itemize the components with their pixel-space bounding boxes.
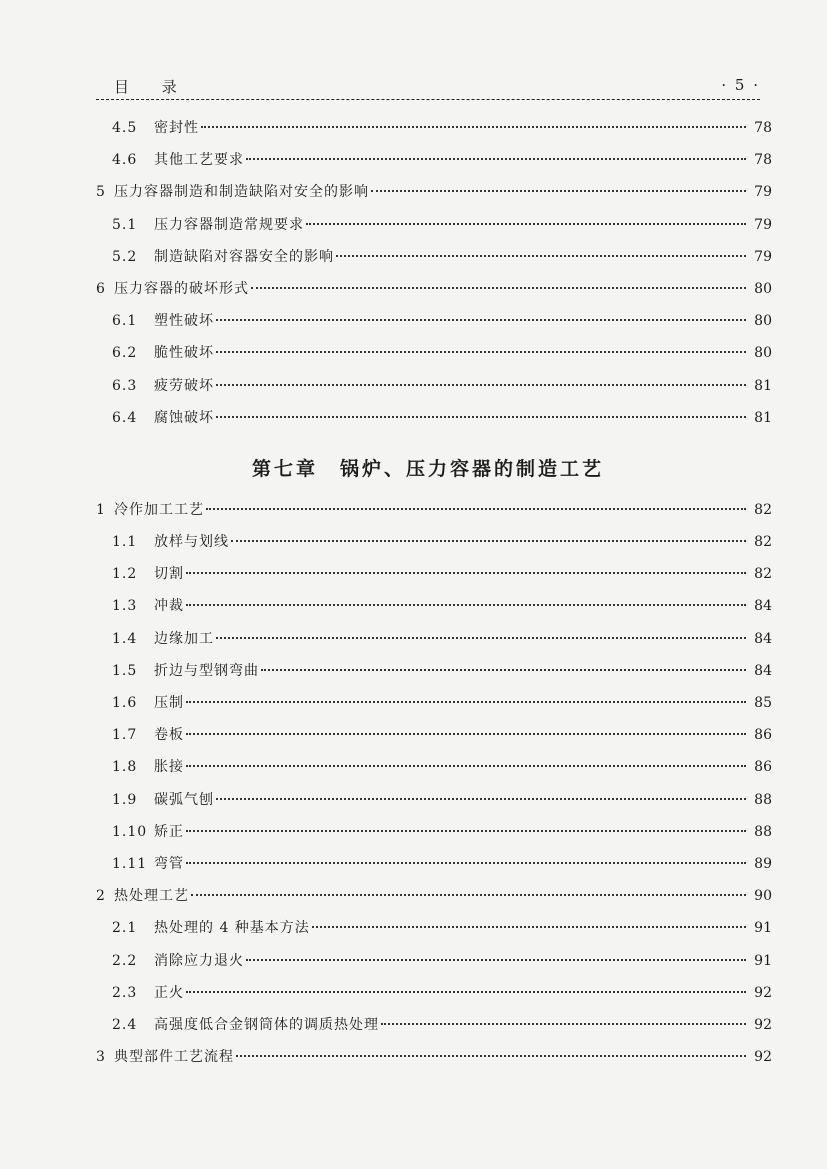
toc-entry[interactable] [96, 407, 772, 439]
toc-entry[interactable] [96, 756, 772, 788]
leader-dots [216, 384, 746, 386]
leader-dots [231, 540, 746, 542]
toc-entry-page: 86 [754, 759, 772, 776]
toc-entry-title: 压力容器的破坏形式 [114, 280, 249, 297]
toc-entry-number: 4.5 [112, 120, 138, 136]
leader-dots [306, 223, 746, 225]
toc-entry-page: 78 [754, 152, 772, 169]
running-header [96, 72, 760, 102]
toc-entry-title: 压制 [154, 695, 184, 711]
toc-entry-number: 1.9 [112, 791, 138, 808]
leader-dots [216, 319, 746, 321]
toc-entry-title: 弯管 [154, 855, 184, 872]
leader-dots [246, 158, 746, 160]
leader-dots [261, 669, 746, 671]
leader-dots [186, 765, 746, 767]
leader-dots [186, 604, 746, 606]
leader-dots [206, 508, 746, 510]
leader-dots [201, 126, 746, 128]
leader-dots [216, 798, 746, 800]
toc-entry-number: 2.4 [112, 1016, 138, 1033]
toc-entry[interactable] [96, 660, 772, 692]
toc-entry[interactable] [96, 724, 772, 756]
toc-entry[interactable] [96, 563, 772, 595]
toc-entry-page: 92 [754, 984, 772, 1001]
toc-entry[interactable] [96, 1014, 772, 1046]
toc-entry-page: 78 [754, 120, 772, 136]
toc-entry-page: 84 [754, 662, 772, 679]
toc-entry-page: 84 [754, 630, 772, 647]
toc-entry[interactable] [96, 692, 772, 724]
leader-dots [186, 701, 746, 703]
toc-entry[interactable] [96, 214, 772, 246]
toc-entry[interactable] [96, 499, 772, 531]
toc-entry[interactable] [96, 181, 772, 213]
toc-entry[interactable] [96, 821, 772, 853]
leader-dots [246, 959, 746, 961]
toc-entry[interactable] [96, 789, 772, 821]
leader-dots [312, 926, 746, 928]
toc-entry-number: 5.1 [112, 216, 138, 233]
toc-entry-page: 89 [754, 855, 772, 872]
toc-entry-number: 2.3 [112, 984, 138, 1001]
toc-entry-number: 1.7 [112, 727, 138, 744]
toc-entry-title: 切割 [154, 566, 184, 583]
toc-entry-title: 折边与型钢弯曲 [154, 662, 259, 679]
toc-entry-page: 79 [754, 216, 772, 233]
chapter-number: 第七章 [251, 457, 318, 480]
leader-dots [191, 894, 746, 896]
toc-entry-title: 矫正 [154, 823, 184, 840]
header-page-number: · 5 · [721, 76, 760, 94]
header-title: 目 录 [114, 78, 191, 96]
toc-entry-page: 82 [754, 566, 772, 583]
leader-dots [381, 1023, 746, 1025]
toc-entry-number: 1.2 [112, 566, 138, 583]
toc-entry-number: 3 [96, 1049, 106, 1066]
toc-entry-page: 91 [754, 920, 772, 937]
toc-entry-title: 疲劳破坏 [154, 377, 214, 394]
toc-entry-number: 1.3 [112, 598, 138, 615]
toc-entry-number: 1 [96, 501, 106, 518]
toc-entry-page: 82 [754, 501, 772, 518]
toc-entry-title: 热处理的 4 种基本方法 [154, 920, 310, 937]
chapter-heading[interactable] [96, 439, 760, 499]
toc-entry-number: 2 [96, 888, 106, 905]
toc-entry[interactable] [96, 375, 772, 407]
leader-dots [186, 862, 746, 864]
header-divider [96, 99, 760, 100]
toc-entry[interactable] [96, 950, 772, 982]
toc-entry-number: 1.6 [112, 695, 138, 711]
toc-entry-title: 典型部件工艺流程 [114, 1049, 234, 1066]
toc-entry[interactable] [96, 595, 772, 627]
toc-entry-title: 边缘加工 [154, 630, 214, 647]
toc-entry-number: 5.2 [112, 248, 138, 265]
toc-entry[interactable] [96, 117, 772, 149]
toc-entry[interactable] [96, 1046, 772, 1078]
toc-entry-number: 6.2 [112, 345, 138, 362]
toc-entry-title: 压力容器制造和制造缺陷对安全的影响 [114, 184, 369, 201]
toc-entry[interactable] [96, 982, 772, 1014]
toc-entry-page: 81 [754, 409, 772, 426]
toc-entry[interactable] [96, 310, 772, 342]
leader-dots [216, 637, 746, 639]
toc-entry-number: 2.1 [112, 920, 138, 937]
chapter-title: 锅炉、压力容器的制造工艺 [340, 457, 605, 480]
toc-entry-page: 92 [754, 1016, 772, 1033]
toc-entry[interactable] [96, 531, 772, 563]
toc-entry-page: 86 [754, 727, 772, 744]
toc-entry-page: 91 [754, 952, 772, 969]
leader-dots [216, 416, 746, 418]
toc-entry-number: 6.4 [112, 409, 138, 426]
toc-entry-number: 1.11 [112, 855, 148, 872]
toc-entry-page: 80 [754, 345, 772, 362]
toc-entry-page: 92 [754, 1049, 772, 1066]
toc-entry-number: 1.10 [112, 823, 148, 840]
toc-entry-title: 胀接 [154, 759, 184, 776]
toc-entry-title: 放样与划线 [154, 534, 229, 551]
toc-entry-number: 6.3 [112, 377, 138, 394]
toc-entry[interactable] [96, 278, 772, 310]
toc-entry-page: 85 [754, 695, 772, 711]
leader-dots [251, 287, 746, 289]
toc-entry-title: 热处理工艺 [114, 888, 189, 905]
toc-entry-title: 正火 [154, 984, 184, 1001]
toc-entry-number: 2.2 [112, 952, 138, 969]
leader-dots [236, 1055, 746, 1057]
toc-entry-title: 其他工艺要求 [154, 152, 244, 169]
toc-entry-title: 冲裁 [154, 598, 184, 615]
leader-dots [186, 572, 746, 574]
toc-entry[interactable] [96, 628, 772, 660]
toc-entry-title: 高强度低合金钢筒体的调质热处理 [154, 1016, 379, 1033]
toc-entry-title: 脆性破坏 [154, 345, 214, 362]
toc-entry-page: 80 [754, 313, 772, 330]
toc-entry-number: 6 [96, 280, 106, 297]
toc-entry-number: 4.6 [112, 152, 138, 169]
leader-dots [186, 991, 746, 993]
toc-entry[interactable] [96, 853, 772, 885]
toc-entry[interactable] [96, 149, 772, 181]
toc-entry-page: 88 [754, 823, 772, 840]
leader-dots [186, 830, 746, 832]
toc-entry-title: 冷作加工工艺 [114, 501, 204, 518]
toc-entry-title: 密封性 [154, 120, 199, 136]
toc-entry-number: 6.1 [112, 313, 138, 330]
toc-entry-number: 1.5 [112, 662, 138, 679]
toc-entry-title: 制造缺陷对容器安全的影响 [154, 248, 334, 265]
toc-entry[interactable] [96, 342, 772, 374]
toc-entry-title: 碳弧气刨 [154, 791, 214, 808]
toc-entry[interactable] [96, 246, 772, 278]
toc-entry-title: 消除应力退火 [154, 952, 244, 969]
toc-entry-title: 塑性破坏 [154, 313, 214, 330]
table-of-contents [96, 117, 772, 1078]
leader-dots [216, 351, 746, 353]
toc-entry[interactable] [96, 917, 772, 949]
leader-dots [186, 733, 746, 735]
toc-entry-page: 79 [754, 184, 772, 201]
toc-entry-number: 5 [96, 184, 106, 201]
toc-entry-page: 90 [754, 888, 772, 905]
leader-dots [336, 255, 746, 257]
toc-entry-title: 腐蚀破坏 [154, 409, 214, 426]
toc-entry-title: 压力容器制造常规要求 [154, 216, 304, 233]
toc-entry[interactable] [96, 885, 772, 917]
toc-entry-page: 82 [754, 534, 772, 551]
toc-entry-page: 80 [754, 280, 772, 297]
toc-entry-number: 1.4 [112, 630, 138, 647]
leader-dots [371, 190, 746, 192]
toc-entry-title: 卷板 [154, 727, 184, 744]
toc-entry-page: 88 [754, 791, 772, 808]
toc-entry-number: 1.8 [112, 759, 138, 776]
toc-entry-page: 84 [754, 598, 772, 615]
toc-entry-page: 81 [754, 377, 772, 394]
toc-entry-page: 79 [754, 248, 772, 265]
toc-entry-number: 1.1 [112, 534, 138, 551]
